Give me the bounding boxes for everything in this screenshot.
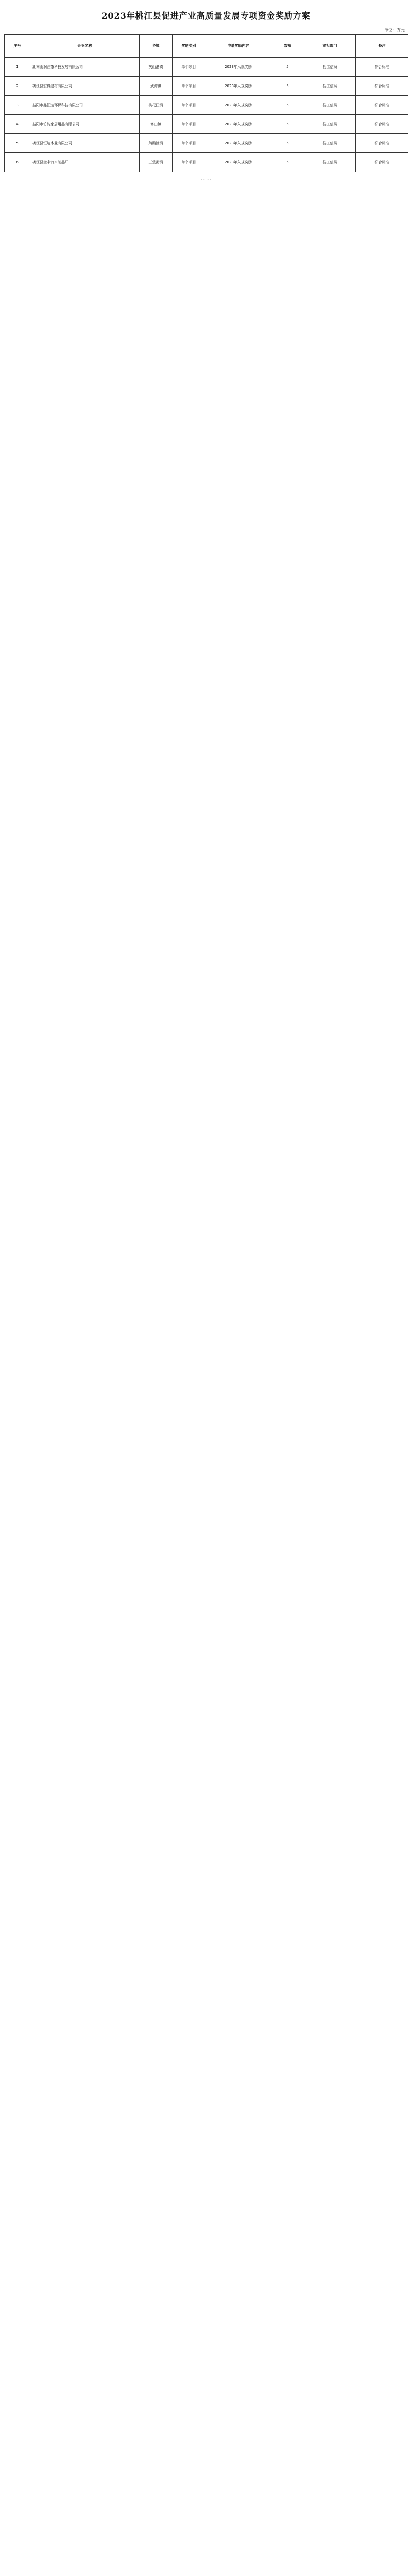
table-cell-dept: 县工信局: [304, 134, 356, 153]
table-cell-town: 武潭镇: [140, 77, 173, 96]
award-table: [4, 34, 408, 172]
column-header: 审批部门: [304, 35, 356, 58]
table-cell-category: 单个项目: [173, 134, 205, 153]
table-cell-category: 单个项目: [173, 58, 205, 77]
table-cell-note: 符合标准: [356, 77, 408, 96]
table-cell-no: 4: [5, 115, 30, 134]
table-row: [5, 58, 408, 77]
table-cell-company: 桃江县金丰竹木制品厂: [30, 153, 140, 172]
table-cell-dept: 县工信局: [304, 77, 356, 96]
unit-label: 单位：万元: [384, 28, 405, 32]
table-cell-category: 单个项目: [173, 96, 205, 115]
table-cell-no: 5: [5, 134, 30, 153]
column-header: 申请奖励内容: [205, 35, 271, 58]
table-cell-no: 1: [5, 58, 30, 77]
table-cell-dept: 县工信局: [304, 96, 356, 115]
table-cell-company: 益阳市鑫汇达环保科技有限公司: [30, 96, 140, 115]
table-cell-dept: 县工信局: [304, 153, 356, 172]
more-rows-note: ……: [201, 176, 211, 182]
table-header-row: [5, 35, 408, 58]
table-cell-company: 益阳市竹韵家居用品有限公司: [30, 115, 140, 134]
table-row: [5, 77, 408, 96]
table-cell-town: 修山镇: [140, 115, 173, 134]
table-cell-note: 符合标准: [356, 134, 408, 153]
table-cell-content: 2023年入规奖励: [205, 96, 271, 115]
table-cell-note: 符合标准: [356, 96, 408, 115]
column-header: 序号: [5, 35, 30, 58]
table-cell-no: 2: [5, 77, 30, 96]
table-cell-note: 符合标准: [356, 58, 408, 77]
column-header: 企业名称: [30, 35, 140, 58]
column-header: 乡镇: [140, 35, 173, 58]
table-cell-amount: 5: [271, 115, 304, 134]
column-header: 备注: [356, 35, 408, 58]
table-cell-content: 2023年入规奖励: [205, 77, 271, 96]
table-cell-amount: 5: [271, 96, 304, 115]
column-header: 数额: [271, 35, 304, 58]
table-cell-town: 三堂街镇: [140, 153, 173, 172]
table-cell-content: 2023年入规奖励: [205, 134, 271, 153]
table-row: [5, 115, 408, 134]
column-header: 奖励类别: [173, 35, 205, 58]
table-cell-company: 湖南山润油茶科技发展有限公司: [30, 58, 140, 77]
table-cell-town: 鸬鹚渡镇: [140, 134, 173, 153]
table-cell-content: 2023年入规奖励: [205, 115, 271, 134]
table-cell-amount: 5: [271, 153, 304, 172]
table-row: [5, 96, 408, 115]
table-cell-company: 桃江县宏博建材有限公司: [30, 77, 140, 96]
table-cell-amount: 5: [271, 58, 304, 77]
table-cell-category: 单个项目: [173, 115, 205, 134]
table-cell-amount: 5: [271, 134, 304, 153]
table-cell-category: 单个项目: [173, 153, 205, 172]
table-cell-content: 2023年入规奖励: [205, 153, 271, 172]
table-row: [5, 134, 408, 153]
document-page: [4, 0, 408, 186]
table-cell-company: 桃江县恒达木业有限公司: [30, 134, 140, 153]
table-row: [5, 153, 408, 172]
table-cell-dept: 县工信局: [304, 115, 356, 134]
table-cell-note: 符合标准: [356, 153, 408, 172]
table-cell-category: 单个项目: [173, 77, 205, 96]
table-cell-town: 桃花江镇: [140, 96, 173, 115]
table-cell-amount: 5: [271, 77, 304, 96]
table-cell-town: 灰山港镇: [140, 58, 173, 77]
table-cell-no: 3: [5, 96, 30, 115]
table-cell-content: 2023年入规奖励: [205, 58, 271, 77]
table-cell-dept: 县工信局: [304, 58, 356, 77]
page-title: 2023年桃江县促进产业高质量发展专项资金奖励方案: [101, 11, 311, 21]
table-cell-no: 6: [5, 153, 30, 172]
table-cell-note: 符合标准: [356, 115, 408, 134]
